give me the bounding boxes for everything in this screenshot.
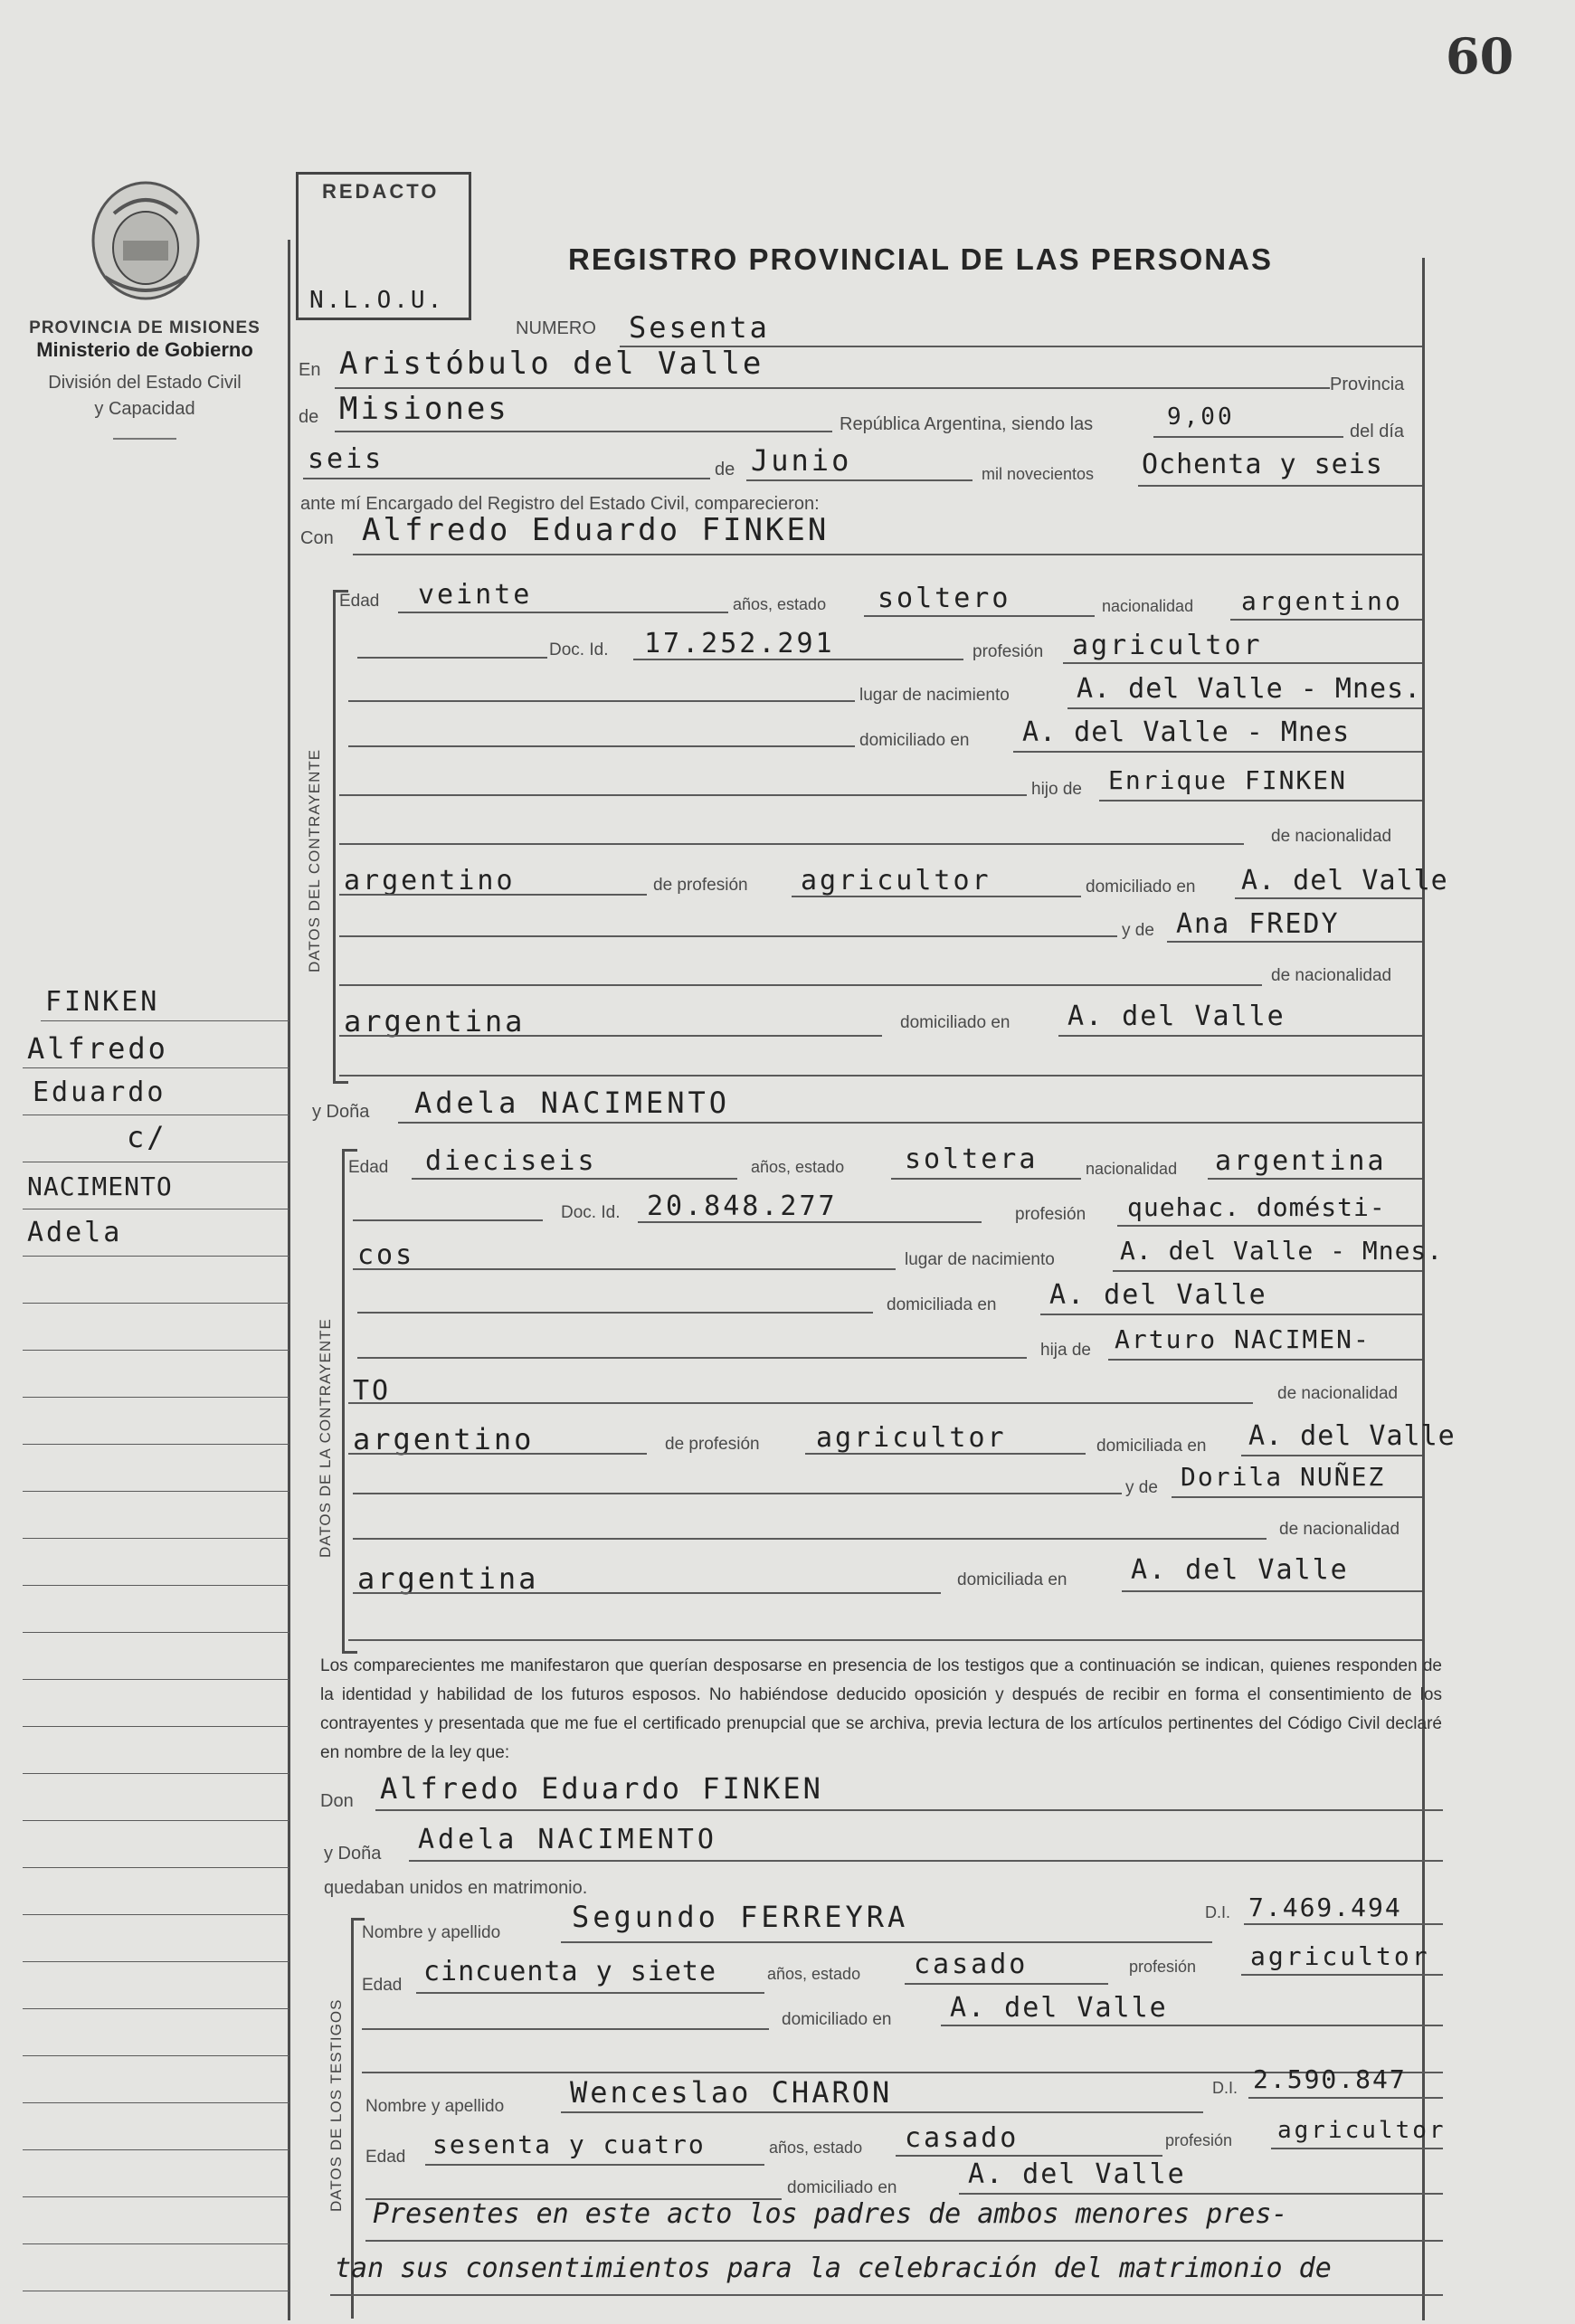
edad-label-t1: Edad <box>362 1976 403 1995</box>
con-label: Con <box>300 528 334 548</box>
domicilio-line-f <box>1040 1314 1422 1315</box>
testigo1-domicilio: A. del Valle <box>950 1992 1168 2024</box>
margin-rule <box>23 1538 289 1539</box>
de-nacionalidad-label-f: de nacionalidad <box>1277 1384 1399 1403</box>
de-nacionalidad-label-2: de nacionalidad <box>1271 966 1392 985</box>
margin-rule <box>23 1773 289 1774</box>
madre-nac-value-f: argentina <box>357 1561 539 1596</box>
madre-line-f <box>1172 1496 1422 1498</box>
domicilio-line-pre-f <box>357 1312 873 1314</box>
issuing-authority <box>9 318 280 440</box>
madre-dom-line <box>1058 1035 1422 1037</box>
don-value: Alfredo Eduardo FINKEN <box>380 1771 823 1806</box>
page-number: 60 <box>1446 27 1514 85</box>
margin-rule <box>23 1867 289 1868</box>
margin-rule <box>23 1632 289 1633</box>
hijo-de-label: hijo de <box>1031 780 1082 799</box>
padre-dom-line <box>1235 897 1422 899</box>
testigo1-estado-line <box>905 1983 1108 1985</box>
closing-text: quedaban unidos en matrimonio. <box>324 1878 588 1898</box>
margin-rule <box>23 1350 289 1351</box>
padre-nac-line <box>339 894 647 896</box>
lugar-nac-line-pre-f <box>353 1268 896 1270</box>
numero-label: NUMERO <box>516 318 596 338</box>
edad-line-f <box>412 1178 737 1180</box>
nacionalidad-value: argentino <box>1241 586 1403 616</box>
dona-line <box>409 1860 1443 1862</box>
edad-value: veinte <box>418 579 533 611</box>
testigo2-di: 2.590.847 <box>1253 2064 1407 2094</box>
doc-line <box>633 659 963 660</box>
don-line <box>375 1809 1443 1811</box>
padre-dom-line-f <box>1241 1455 1422 1456</box>
margin-rule <box>23 2102 289 2103</box>
anos-estado-label-t1: años, estado <box>767 1965 861 1983</box>
testigo1-di: 7.469.494 <box>1248 1892 1402 1922</box>
madre-line-pre <box>339 935 1117 937</box>
testigo1-estado: casado <box>914 1949 1029 1980</box>
padre-dom-value-f: A. del Valle <box>1248 1420 1456 1452</box>
madre-nac-value: argentina <box>344 1004 526 1039</box>
authority-division: División del Estado Civil <box>48 373 242 393</box>
testigo1-dom-line <box>941 2025 1443 2026</box>
domicilio-line-pre <box>348 745 855 747</box>
testigo2-di-line <box>1248 2097 1443 2099</box>
lugar-nac-value-f: A. del Valle - Mnes. <box>1120 1236 1444 1266</box>
nacionalidad-label: nacionalidad <box>1102 597 1194 615</box>
testigo1-profesion-line <box>1241 1974 1443 1976</box>
margin-rule <box>23 1820 289 1821</box>
profesion-line <box>1063 662 1422 664</box>
authority-division-sub: y Capacidad <box>94 399 195 419</box>
profesion-value-f: quehac. domésti- <box>1127 1192 1386 1222</box>
en-label: En <box>299 360 321 380</box>
ante-text: ante mí Encargado del Registro del Estado Civil, comparecieron: <box>300 494 820 514</box>
anos-estado-label-f: años, estado <box>751 1158 845 1176</box>
profesion-label-t1: profesión <box>1129 1958 1197 1976</box>
numero-value: Sesenta <box>629 310 770 345</box>
testigo2-domicilio: A. del Valle <box>968 2158 1186 2190</box>
margin-rule <box>23 2196 289 2197</box>
provincia-label: Provincia <box>1330 375 1405 394</box>
dona-value: Adela NACIMENTO <box>418 1824 717 1855</box>
domiciliado-label-3: domiciliado en <box>900 1013 1010 1032</box>
testigo2-profesion-line <box>1271 2148 1443 2149</box>
madre-dom-line-f <box>1122 1590 1422 1592</box>
y-de-label: y de <box>1122 921 1154 940</box>
authority-ministry: Ministerio de Gobierno <box>36 338 253 361</box>
authority-province: PROVINCIA DE MISIONES <box>29 318 261 337</box>
mil-label: mil novecientos <box>982 465 1095 483</box>
y-dona-label: y Doña <box>312 1102 370 1122</box>
padre-value-f2: TO <box>353 1375 392 1407</box>
hija-line-pre-f <box>357 1357 1027 1359</box>
madre-nac-line-pre <box>339 984 1262 986</box>
note-line-2 <box>330 2294 1443 2296</box>
domiciliada-label-f: domiciliada en <box>887 1295 997 1314</box>
doc-line-pre <box>357 657 547 659</box>
doc-label: Doc. Id. <box>549 640 609 659</box>
padre-line <box>1099 800 1422 802</box>
de-profesion-label: de profesión <box>653 876 748 895</box>
padre-line-f <box>1108 1359 1422 1361</box>
padre-prof-line-f <box>805 1453 1086 1455</box>
edad-label-t2: Edad <box>365 2148 406 2167</box>
margin-rule <box>23 2008 289 2009</box>
nombre-label-t2: Nombre y apellido <box>365 2097 505 2116</box>
padre-prof-value: agricultor <box>801 865 991 896</box>
padre-value-f: Arturo NACIMEN- <box>1115 1324 1371 1354</box>
margin-note: Alfredo <box>27 1031 168 1066</box>
contrayente-line <box>353 554 1422 555</box>
domicilio-value: A. del Valle - Mnes <box>1022 716 1351 748</box>
declaration-text: Los comparecientes me manifestaron que querían desposarse en presencia de los testigos que a continuación se indican, quienes responden de la identidad y habilidad de los futuros esposos. No habiéndose deducido oposición y después de recibir en forma el consentimiento de los contrayentes y presentada que me fue el certificado prenupcial que se archiva, previa lectura de los artículos pertinentes del Código Civil declaré en nombre de la ley que: <box>320 1656 1442 1762</box>
edad-line <box>398 612 728 613</box>
di-label-t2: D.I. <box>1212 2079 1238 2097</box>
domiciliada-label-f3: domiciliada en <box>957 1570 1067 1589</box>
testigo2-nombre-line <box>561 2111 1203 2113</box>
stamp-box <box>296 172 471 320</box>
margin-rule <box>23 1397 289 1398</box>
stamp-top-text: REDACTO <box>322 180 440 203</box>
testigo1-edad: cincuenta y siete <box>423 1956 717 1987</box>
lugar-nac-label-f: lugar de nacimiento <box>905 1250 1055 1269</box>
padre-prof-value-f: agricultor <box>816 1422 1007 1454</box>
profesion-value: agricultor <box>1072 630 1263 661</box>
margin-rule <box>23 1067 289 1068</box>
edad-label-f: Edad <box>348 1158 389 1177</box>
nacionalidad-value-f: argentina <box>1215 1145 1387 1177</box>
del-dia-label: del día <box>1350 422 1405 441</box>
nacionalidad-line-f <box>1208 1178 1422 1180</box>
margin-rule <box>23 1491 289 1492</box>
lugar-nac-line-f <box>1113 1270 1422 1272</box>
lugar-value: Aristóbulo del Valle <box>339 346 764 382</box>
madre-nac-line <box>339 1035 882 1037</box>
testigo2-edad: sesenta y cuatro <box>432 2130 706 2159</box>
domiciliada-label-f2: domiciliada en <box>1096 1437 1207 1456</box>
margin-rule <box>23 1585 289 1586</box>
lugar-nac-value: A. del Valle - Mnes. <box>1077 673 1422 705</box>
margin-rule <box>23 1679 289 1680</box>
margin-rule <box>23 1256 289 1257</box>
nombre-label-t1: Nombre y apellido <box>362 1923 501 1942</box>
madre-value-f: Dorila NUÑEZ <box>1181 1462 1386 1492</box>
margin-note: NACIMENTO <box>27 1171 173 1201</box>
anos-estado-label-t2: años, estado <box>769 2139 863 2157</box>
margin-note: Adela <box>27 1217 123 1248</box>
dia-value: seis <box>308 443 384 475</box>
hora-line <box>1153 436 1343 438</box>
testigo2-estado-line <box>896 2155 1162 2157</box>
consent-note-line2: tan sus consentimientos para la celebración del matrimonio de <box>335 2253 1332 2284</box>
padre-nac-line-pre-f <box>348 1402 1253 1404</box>
contrayente-name: Alfredo Eduardo FINKEN <box>362 512 830 548</box>
testigo1-profesion: agricultor <box>1250 1941 1430 1971</box>
padre-prof-line <box>792 896 1081 897</box>
testigo1-dom-line-pre <box>362 2028 769 2030</box>
lugar-nac-line <box>1067 707 1422 709</box>
domiciliado-label-t1: domiciliado en <box>782 2010 892 2029</box>
note-line-1 <box>365 2240 1443 2242</box>
padre-value: Enrique FINKEN <box>1108 765 1348 795</box>
margin-rule <box>23 1726 289 1727</box>
provincia-line <box>335 431 832 432</box>
y-de-label-f: y de <box>1125 1478 1158 1497</box>
margin-rule <box>23 1444 289 1445</box>
domiciliado-label: domiciliado en <box>859 731 970 750</box>
margin-note: FINKEN <box>45 986 160 1018</box>
contrayenta-end-line <box>348 1639 1422 1641</box>
lugar-nac-line-pre <box>348 700 855 702</box>
nacionalidad-line <box>1230 619 1422 621</box>
lugar-line <box>335 387 1330 389</box>
domicilio-value-f: A. del Valle <box>1049 1279 1267 1311</box>
padre-dom-value: A. del Valle <box>1241 865 1448 896</box>
edad-value-f: dieciseis <box>425 1145 597 1177</box>
padre-nac-value: argentino <box>344 865 516 896</box>
testigo2-estado: casado <box>905 2122 1020 2154</box>
de-nacionalidad-label: de nacionalidad <box>1271 827 1392 846</box>
profesion-label-t2: profesión <box>1165 2131 1233 2149</box>
mes-line <box>746 479 973 481</box>
testigo2-edad-line <box>425 2164 764 2166</box>
margin-rule <box>23 1914 289 1915</box>
testigo1-nombre: Segundo FERREYRA <box>572 1900 909 1934</box>
testigo2-nombre: Wenceslao CHARON <box>570 2075 893 2110</box>
contrayenta-name: Adela NACIMENTO <box>414 1086 730 1120</box>
margin-note: Eduardo <box>33 1077 166 1108</box>
republica-label: República Argentina, siendo las <box>840 414 1094 434</box>
consent-note-line1: Presentes en este acto los padres de ambos menores pres- <box>373 2198 1288 2230</box>
margin-rule <box>23 2149 289 2150</box>
document-title: REGISTRO PROVINCIAL DE LAS PERSONAS <box>568 242 1273 276</box>
margin-rule <box>23 1961 289 1962</box>
madre-line <box>1167 941 1422 943</box>
lugar-nac-label: lugar de nacimiento <box>859 686 1010 705</box>
testigo1-nombre-line <box>561 1941 1212 1943</box>
mes-value: Junio <box>751 443 852 478</box>
doc-value-f: 20.848.277 <box>647 1190 838 1222</box>
anio-line <box>1138 485 1422 487</box>
anio-value: Ochenta y seis <box>1142 449 1383 480</box>
profesion-label-f: profesión <box>1015 1205 1086 1224</box>
testigos-section-label: DATOS DE LOS TESTIGOS <box>327 1998 345 2212</box>
anos-estado-label: años, estado <box>733 595 827 613</box>
de-mes-label: de <box>715 460 735 479</box>
nacionalidad-label-f: nacionalidad <box>1086 1160 1178 1178</box>
domiciliado-label-2: domiciliado en <box>1086 877 1196 896</box>
hija-de-label-f: hija de <box>1040 1341 1091 1360</box>
doc-label-f: Doc. Id. <box>561 1203 621 1222</box>
padre-nac-value-f: argentino <box>353 1422 535 1456</box>
madre-dom-value: A. del Valle <box>1067 1001 1286 1032</box>
profesion-label: profesión <box>973 642 1044 661</box>
margin-rule <box>23 1303 289 1304</box>
testigo2-profesion: agricultor <box>1277 2117 1447 2144</box>
testigo1-edad-line <box>416 1992 764 1994</box>
madre-line-pre-f <box>353 1493 1122 1494</box>
domicilio-line <box>1013 751 1422 753</box>
madre-dom-value-f: A. del Valle <box>1131 1554 1349 1586</box>
estado-line <box>864 615 1095 617</box>
estado-line-f <box>891 1178 1081 1180</box>
province-emblem-icon <box>87 177 204 304</box>
doc-line-f <box>638 1221 982 1223</box>
margin-rule <box>23 2243 289 2244</box>
padre-nac-line-pre <box>339 843 1244 845</box>
contrayenta-line <box>398 1122 1422 1124</box>
hora-value: 9,00 <box>1167 403 1235 431</box>
provincia-value: Misiones <box>339 391 509 427</box>
de-label: de <box>299 407 319 427</box>
padre-nac-line-f <box>348 1453 647 1455</box>
profesion-line-f <box>1117 1225 1422 1227</box>
contrayenta-section-label: DATOS DE LA CONTRAYENTE <box>317 1318 334 1558</box>
margin-rule <box>41 1020 289 1021</box>
don-label: Don <box>320 1791 354 1811</box>
profesion-value-f2: cos <box>357 1239 415 1271</box>
madre-nac-line-pre-f <box>353 1538 1267 1540</box>
testigo2-dom-line <box>959 2193 1443 2195</box>
doc-line-pre-f <box>353 1219 543 1221</box>
contrayente-end-line <box>339 1075 1422 1077</box>
hijo-line-pre <box>339 794 1027 796</box>
madre-value: Ana FREDY <box>1176 908 1340 940</box>
testigo1-di-line <box>1244 1923 1443 1925</box>
di-label-t1: D.I. <box>1205 1903 1231 1921</box>
dia-line <box>303 478 710 479</box>
domiciliado-label-t2: domiciliado en <box>787 2178 897 2197</box>
contrayente-section-label: DATOS DEL CONTRAYENTE <box>306 748 323 972</box>
dona-label: y Doña <box>324 1844 382 1864</box>
form-right-border <box>1422 258 1425 2320</box>
estado-value-f: soltera <box>905 1143 1039 1175</box>
de-profesion-label-f: de profesión <box>665 1435 760 1454</box>
estado-value: soltero <box>878 583 1011 614</box>
doc-value: 17.252.291 <box>644 628 835 659</box>
de-nacionalidad-label-f2: de nacionalidad <box>1279 1520 1400 1539</box>
margin-rule <box>23 2055 289 2056</box>
stamp-initials: N.L.O.U. <box>309 287 445 314</box>
madre-nac-line-f <box>353 1592 941 1594</box>
edad-label: Edad <box>339 592 380 611</box>
margin-note: c/ <box>127 1120 167 1154</box>
